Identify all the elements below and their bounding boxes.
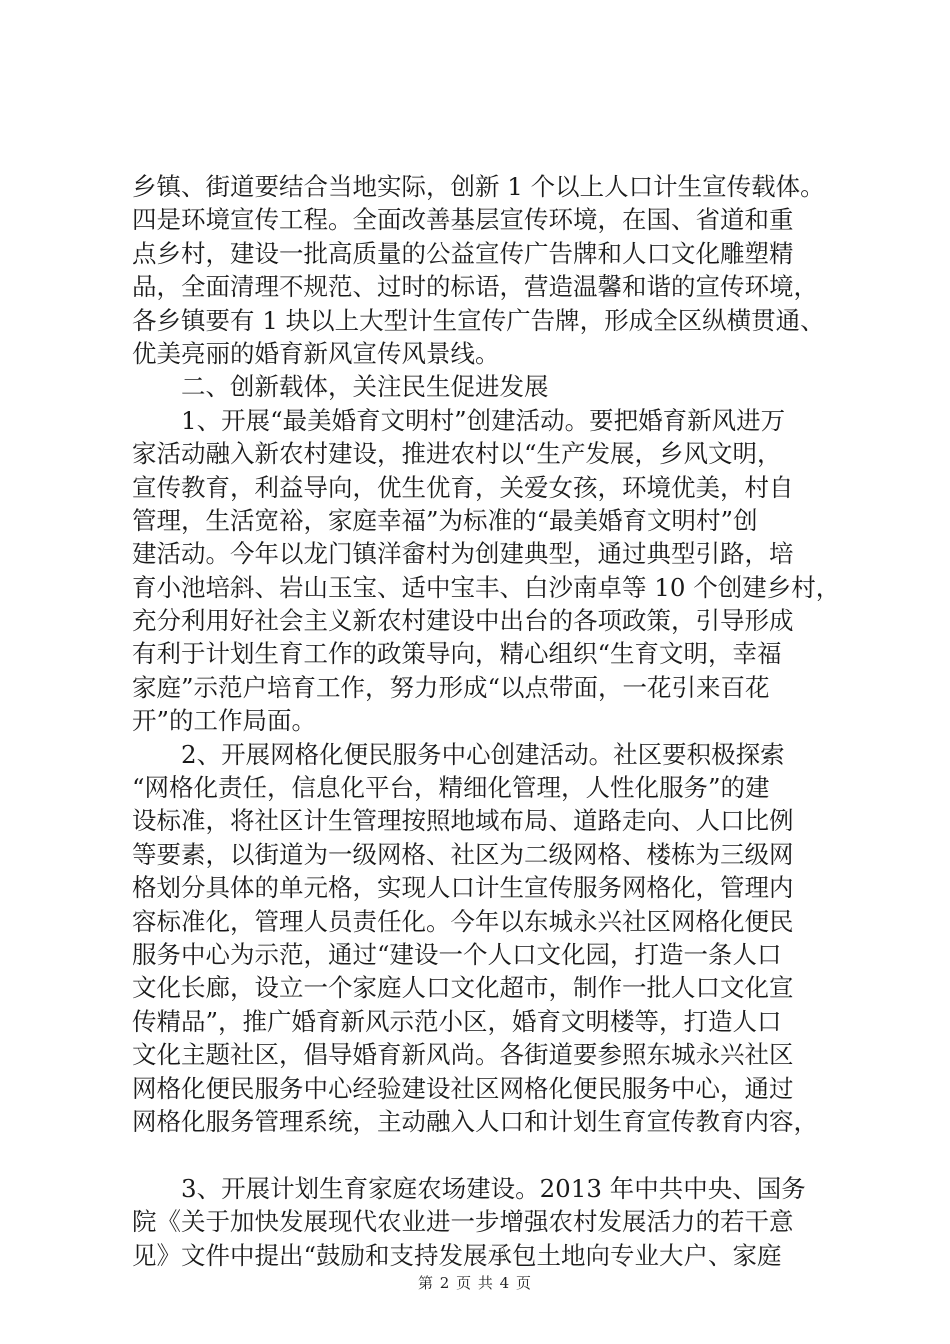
text-line: 等要素，以街道为一级网格、社区为二级网格、楼栋为三级网 <box>132 839 794 869</box>
text-line: 四是环境宣传工程。全面改善基层宣传环境，在国、省道和重 <box>132 205 794 235</box>
text-line: 见》文件中提出“鼓励和支持发展承包土地向专业大户、家庭 <box>132 1240 782 1270</box>
text-line: 容标准化，管理人员责任化。今年以东城永兴社区网格化便民 <box>132 906 794 936</box>
text-line: 建活动。今年以龙门镇洋畲村为创建典型，通过典型引路，培 <box>132 539 794 569</box>
text-line: 充分利用好社会主义新农村建设中出台的各项政策，引导形成 <box>132 606 794 636</box>
page-footer: 第 2 页 共 4 页 <box>418 1274 532 1292</box>
text-line: 乡镇、街道要结合当地实际，创新 1 个以上人口计生宣传载体。 <box>132 172 825 201</box>
text-line: 开”的工作局面。 <box>132 706 317 736</box>
text-line: 格划分具体的单元格，实现人口计生宣传服务网格化，管理内 <box>132 873 794 903</box>
text-line: 有利于计划生育工作的政策导向，精心组织“生育文明，幸福 <box>132 639 782 669</box>
text-line: 育小池培斜、岩山玉宝、适中宝丰、白沙南卓等 10 个创建乡村， <box>132 572 841 602</box>
text-line: 点乡村，建设一批高质量的公益宣传广告牌和人口文化雕塑精 <box>132 238 794 268</box>
text-line: “网格化责任，信息化平台，精细化管理，人性化服务”的建 <box>132 773 770 803</box>
text-line: 传精品”，推广婚育新风示范小区，婚育文明楼等，打造人口 <box>132 1006 782 1036</box>
text-line: 院《关于加快发展现代农业进一步增强农村发展活力的若干意 <box>132 1207 794 1237</box>
text-line: 1、开展“最美婚育文明村”创建活动。要把婚育新风进万 <box>132 405 786 435</box>
text-line: 文化主题社区，倡导婚育新风尚。各街道要参照东城永兴社区 <box>132 1040 794 1070</box>
text-line: 各乡镇要有 1 块以上大型计生宣传广告牌，形成全区纵横贯通、 <box>132 305 825 335</box>
text-line: 管理，生活宽裕，家庭幸福”为标准的“最美婚育文明村”创 <box>132 505 758 535</box>
text-line: 服务中心为示范，通过“建设一个人口文化园，打造一条人口 <box>132 939 782 969</box>
text-line: 家活动融入新农村建设，推进农村以“生产发展，乡风文明， <box>132 439 782 469</box>
text-line: 家庭”示范户培育工作，努力形成“以点带面，一花引来百花 <box>132 672 770 702</box>
text-line: 品，全面清理不规范、过时的标语，营造温馨和谐的宣传环境， <box>132 272 818 302</box>
text-line: 宣传教育，利益导向，优生优育，关爱女孩，环境优美，村自 <box>132 472 794 502</box>
document-body <box>132 170 841 1272</box>
text-line: 优美亮丽的婚育新风宣传风景线。 <box>132 338 500 368</box>
text-line: 二、创新载体，关注民生促进发展 <box>132 372 549 402</box>
text-line: 2、开展网格化便民服务中心创建活动。社区要积极探索 <box>132 739 785 769</box>
text-line: 网格化便民服务中心经验建设社区网格化便民服务中心，通过 <box>132 1073 794 1103</box>
text-line: 文化长廊，设立一个家庭人口文化超市，制作一批人口文化宣 <box>132 973 794 1003</box>
text-line: 设标准，将社区计生管理按照地域布局、道路走向、人口比例 <box>132 806 794 836</box>
text-line: 网格化服务管理系统，主动融入人口和计划生育宣传教育内容， <box>132 1106 818 1136</box>
text-line: 3、开展计划生育家庭农场建设。2013 年中共中央、国务 <box>132 1173 806 1203</box>
paragraph-gap <box>132 1138 832 1171</box>
